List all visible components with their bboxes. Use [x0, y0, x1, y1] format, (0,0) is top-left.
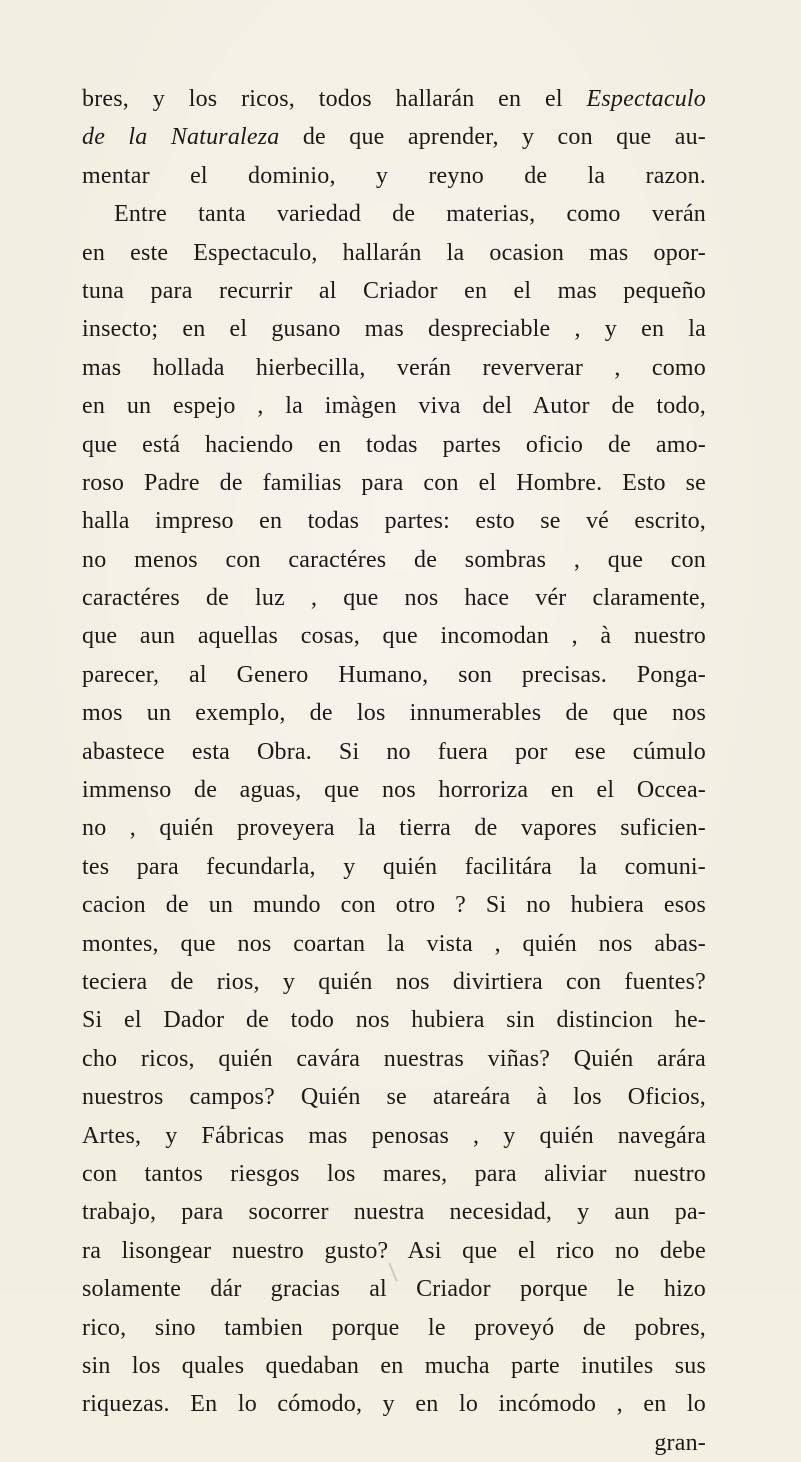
text-line: de la Naturaleza de que aprender, y con que au- — [82, 124, 706, 151]
text-line: cacion de un mundo con otro ? Si no hubiera esos — [82, 892, 706, 919]
text-line: caractéres de luz , que nos hace vér claramente, — [82, 585, 706, 612]
text-line: teciera de rios, y quién nos divirtiera con fuentes? — [82, 968, 706, 995]
text-line: en un espejo , la imàgen viva del Autor de todo, — [82, 393, 706, 420]
text-line: que está haciendo en todas partes oficio de amo- — [82, 431, 706, 458]
text-line: riquezas. En lo cómodo, y en lo incómodo , en lo — [82, 1391, 706, 1418]
text-line: con tantos riesgos los mares, para aliviar nuestro — [82, 1160, 706, 1187]
text-line: que aun aquellas cosas, que incomodan , à nuestro — [82, 623, 706, 650]
text-line: Si el Dador de todo nos hubiera sin distincion he- — [82, 1007, 706, 1034]
text-line: nuestros campos? Quién se atareára à los Oficios, — [82, 1084, 706, 1111]
italic-title: de la Naturaleza — [82, 124, 280, 151]
text-line: montes, que nos coartan la vista , quién nos abas- — [82, 930, 706, 957]
text-line: mos un exemplo, de los innumerables de que nos — [82, 700, 706, 727]
text-line: bres, y los ricos, todos hallarán en el Espectaculo — [82, 86, 706, 112]
text-line: cho ricos, quién cavára nuestras viñas? Quién arára — [82, 1045, 706, 1072]
text-line: immenso de aguas, que nos horroriza en el Occea- — [82, 777, 706, 804]
text-line: mentar el dominio, y reyno de la razon. — [82, 162, 706, 189]
text-line: abastece esta Obra. Si no fuera por ese cúmulo — [82, 738, 706, 765]
text-line: rico, sino tambien porque le proveyó de pobres, — [82, 1314, 706, 1341]
text-line: trabajo, para socorrer nuestra necesidad, y aun pa- — [82, 1199, 706, 1226]
text-line: ra lisongear nuestro gusto? Asi que el rico no debe — [82, 1237, 706, 1264]
text-line: solamente dár gracias al Criador porque le hizo — [82, 1276, 706, 1303]
text-line: Entre tanta variedad de materias, como verán — [114, 201, 706, 228]
text-line: parecer, al Genero Humano, son precisas. Ponga- — [82, 661, 706, 688]
text-line: no menos con caractéres de sombras , que con — [82, 546, 706, 573]
italic-title: Espectaculo — [586, 86, 706, 112]
text-line: roso Padre de familias para con el Hombre. Esto se — [82, 469, 706, 496]
text-line: tes para fecundarla, y quién facilitára la comuni- — [82, 853, 706, 880]
text-line: no , quién proveyera la tierra de vapores suficien- — [82, 815, 706, 842]
text-line: sin los quales quedaban en mucha parte inutiles sus — [82, 1352, 706, 1379]
text-line: mas hollada hierbecilla, verán reververar , como — [82, 354, 706, 381]
text-line: Artes, y Fábricas mas penosas , y quién navegára — [82, 1122, 706, 1149]
text-line: tuna para recurrir al Criador en el mas pequeño — [82, 277, 706, 304]
body-text — [82, 80, 706, 1462]
catchword: gran- — [654, 1429, 706, 1456]
text-line: insecto; en el gusano mas despreciable , y en la — [82, 316, 706, 343]
text-line: en este Espectaculo, hallarán la ocasion mas opor- — [82, 239, 706, 266]
text-line: halla impreso en todas partes: esto se vé escrito, — [82, 508, 706, 535]
